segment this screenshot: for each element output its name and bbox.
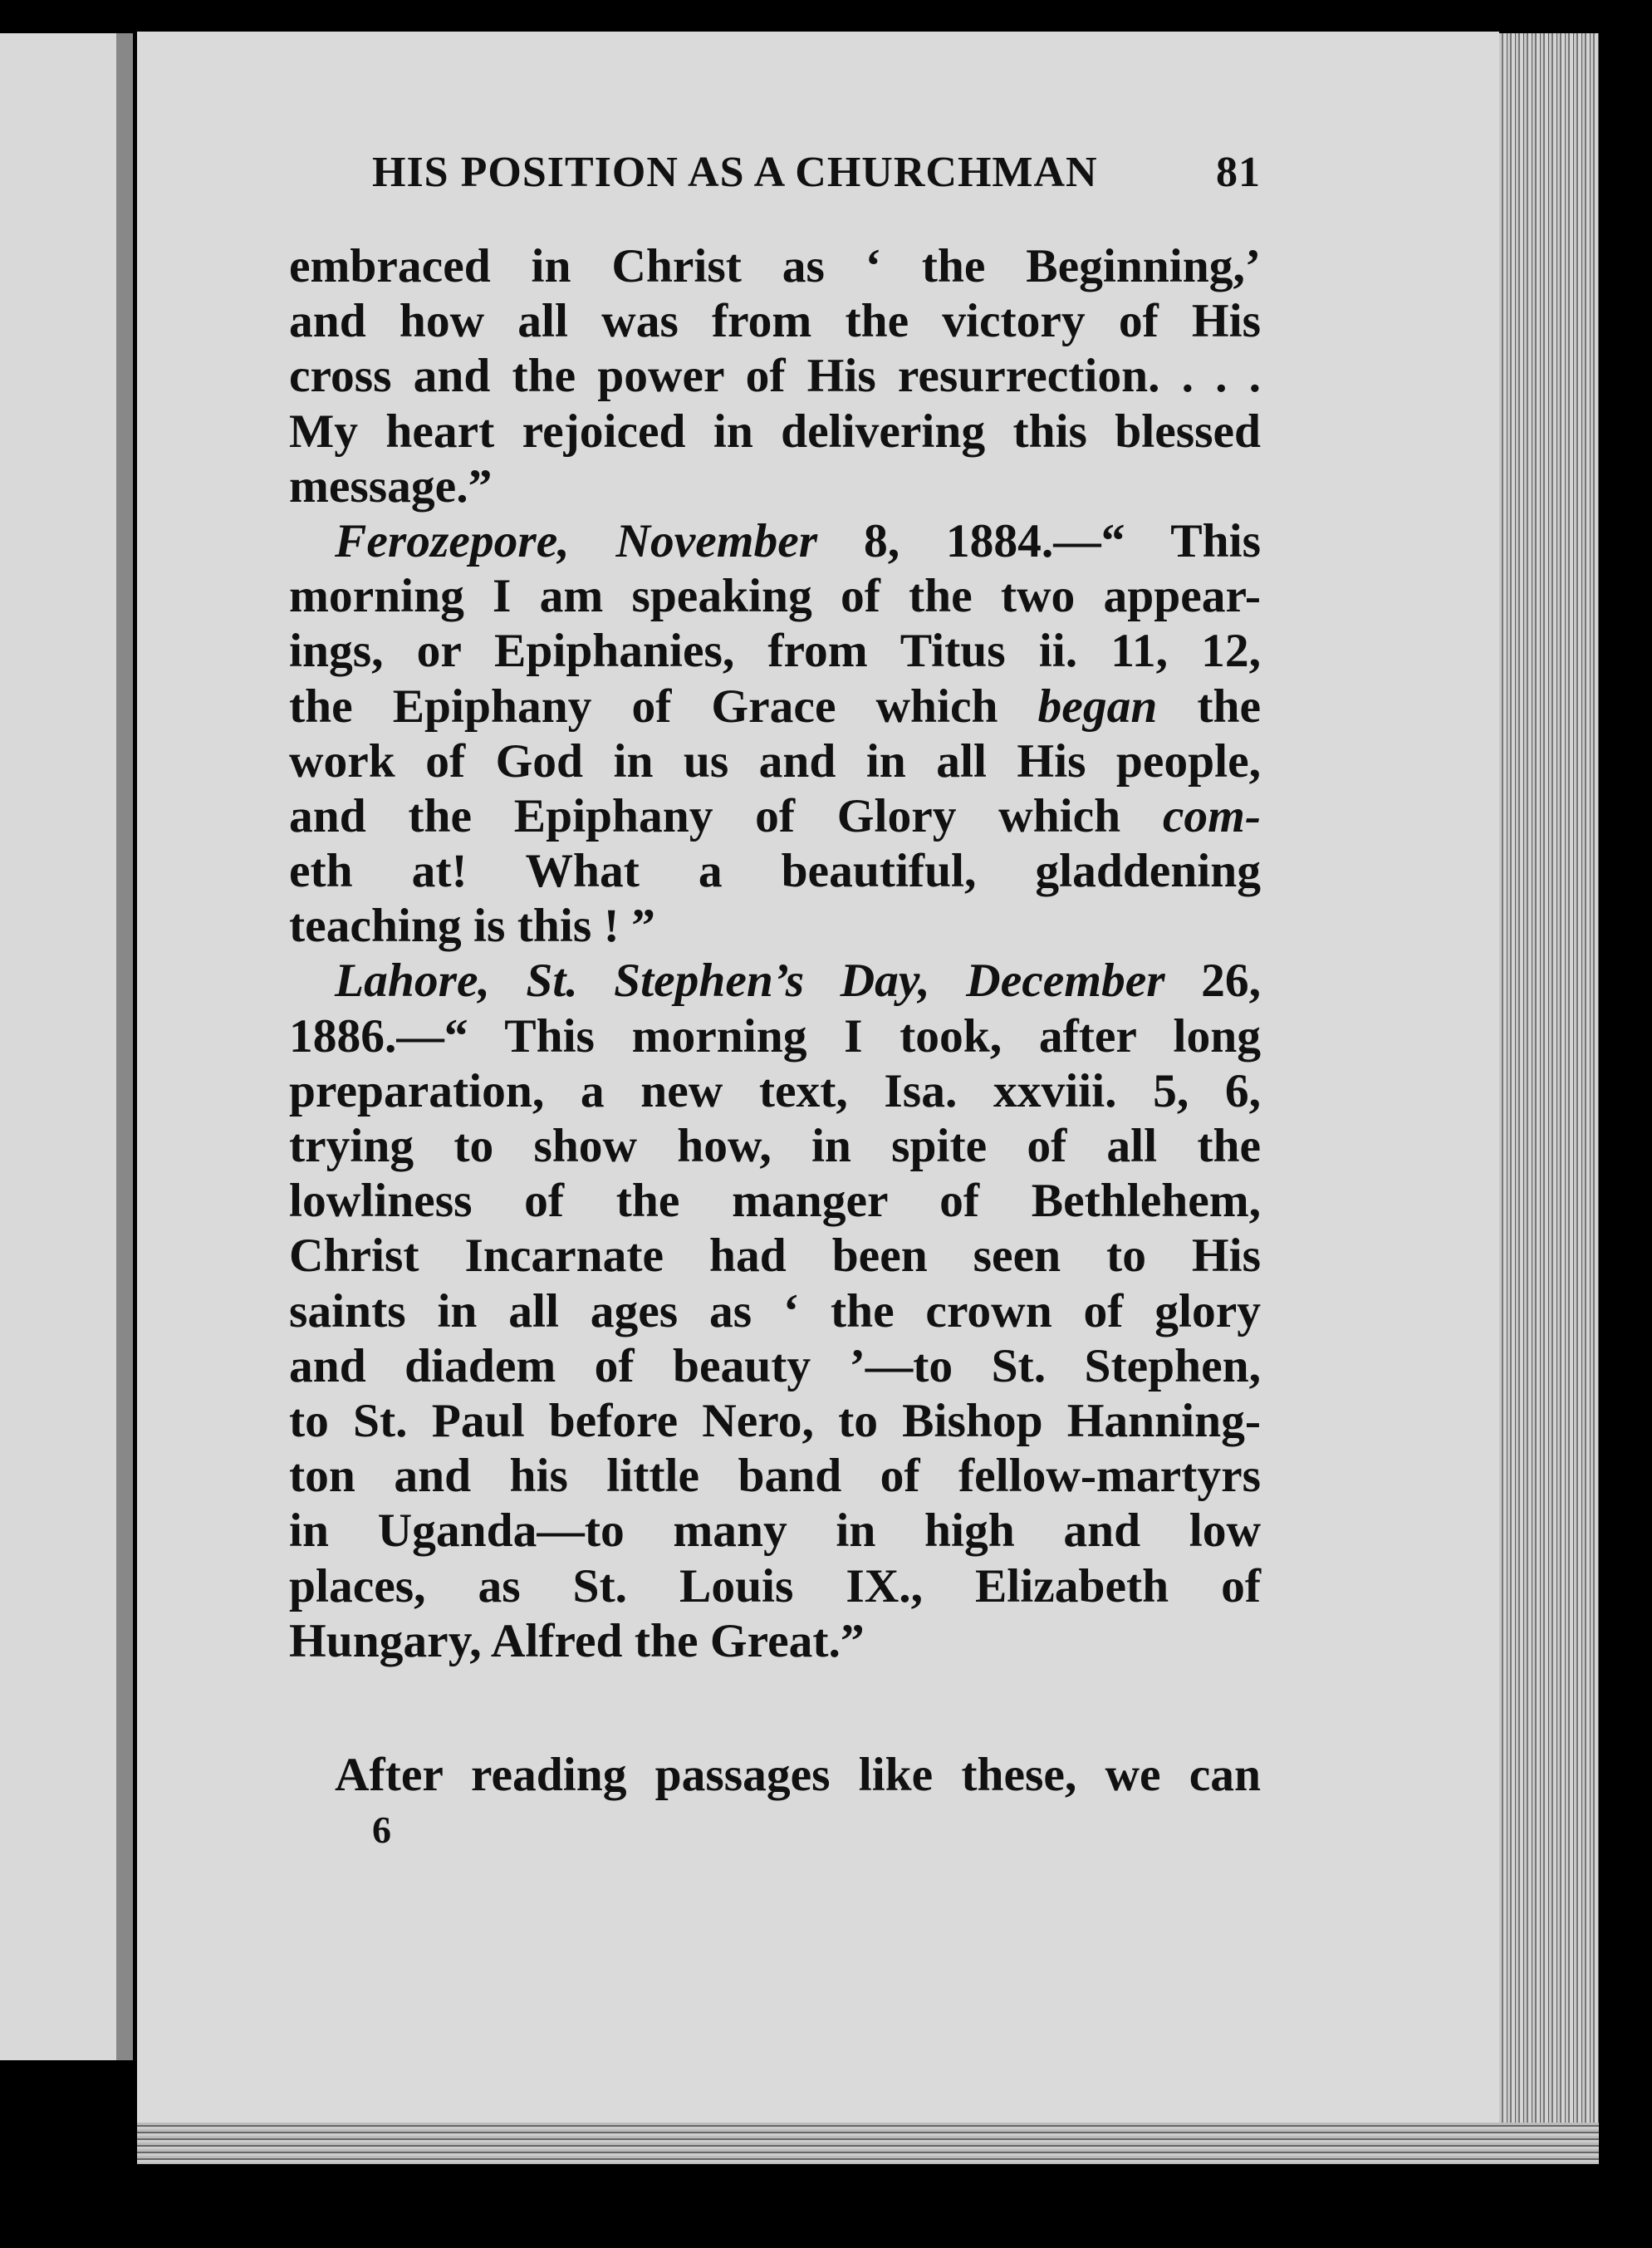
bottom-page-edges	[137, 2123, 1599, 2164]
page-number: 81	[1216, 149, 1261, 196]
text-line: places, as St. Louis IX., Elizabeth of	[289, 1559, 1261, 1612]
text-line: Hungary, Alfred the Great.”	[289, 1614, 865, 1667]
text-line: and how all was from the victory of His	[289, 295, 1261, 348]
text-line: Christ Incarnate had been seen to His	[289, 1230, 1261, 1283]
page-stack-edges	[1499, 33, 1599, 2160]
text-line: and the Epiphany of Glory which com-	[289, 789, 1261, 842]
text-line: 1886.—“ This morning I took, after long	[289, 1009, 1261, 1063]
left-page-edge	[0, 33, 125, 2060]
text-line: work of God in us and in all His people,	[289, 734, 1261, 788]
running-title: HIS POSITION AS A CHURCHMAN	[372, 149, 1098, 196]
running-header	[372, 148, 1261, 206]
body-text	[289, 239, 1261, 1803]
text-line: trying to show how, in spite of all the	[289, 1120, 1261, 1172]
text-line: My heart rejoiced in delivering this blessed	[289, 405, 1261, 458]
text-line: morning I am speaking of the two appear-	[289, 570, 1261, 623]
signature-mark: 6	[372, 1809, 391, 1851]
text-line: ton and his little band of fellow-martyrs	[289, 1450, 1261, 1503]
text-line: to St. Paul before Nero, to Bishop Hanning-	[289, 1394, 1261, 1447]
text-line: embraced in Christ as ‘ the Beginning,’	[289, 240, 1261, 292]
text-line: lowliness of the manger of Bethlehem,	[289, 1175, 1261, 1228]
text-line: ings, or Epiphanies, from Titus ii. 11, 12,	[289, 625, 1261, 678]
text-line: and diadem of beauty ’—to St. Stephen,	[289, 1339, 1261, 1392]
text-line: After reading passages like these, we can	[335, 1748, 1261, 1801]
text-line: Ferozepore, November 8, 1884.—“ This	[335, 514, 1261, 567]
text-line: in Uganda—to many in high and low	[289, 1504, 1261, 1558]
text-line: Lahore, St. Stephen’s Day, December 26,	[335, 955, 1262, 1008]
text-line: preparation, a new text, Isa. xxviii. 5, 6,	[289, 1064, 1261, 1117]
paragraph-gap	[289, 1669, 1261, 1748]
text-line: message.”	[289, 459, 493, 513]
text-line: eth at! What a beautiful, gladdening	[289, 845, 1261, 898]
text-line: the Epiphany of Grace which began the	[289, 680, 1261, 733]
gutter-shadow	[116, 33, 133, 2060]
text-line: teaching is this ! ”	[289, 900, 655, 953]
text-line: saints in all ages as ‘ the crown of glory	[289, 1284, 1261, 1338]
text-line: cross and the power of His resurrection. . . .	[289, 350, 1261, 403]
